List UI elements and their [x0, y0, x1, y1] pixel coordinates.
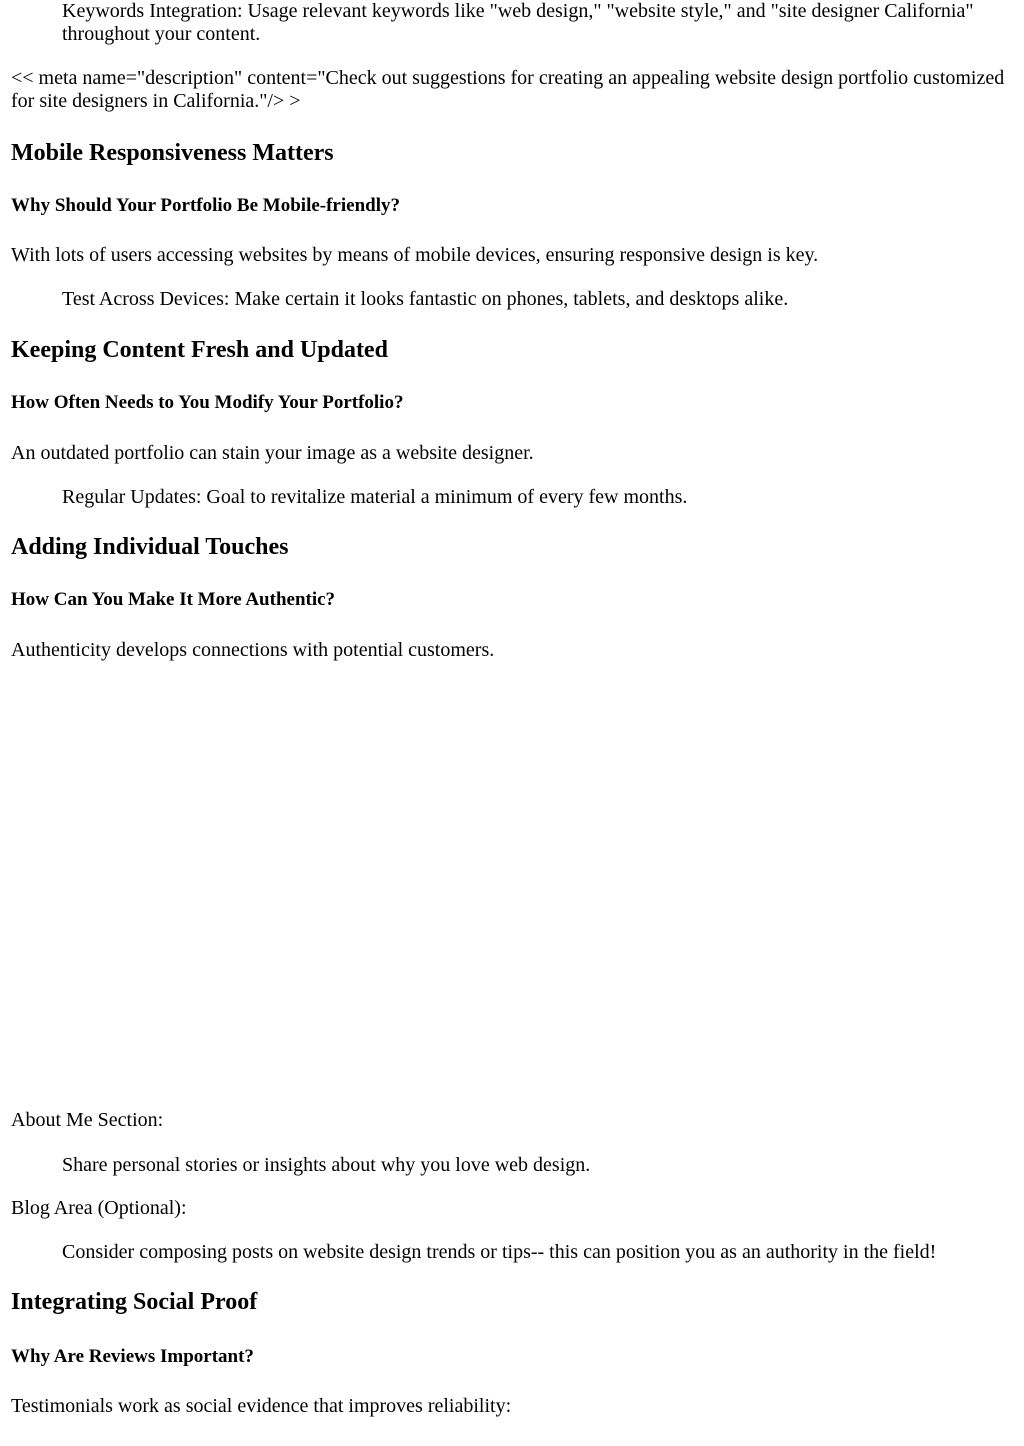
meta-description-line: << meta name="description" content="Check out suggestions for creating an appealing website design portfolio customized for site designers in California."/> >: [11, 67, 1005, 112]
social-subheading: Why Are Reviews Important?: [11, 1346, 254, 1367]
mobile-heading: Mobile Responsiveness Matters: [11, 140, 334, 166]
social-heading: Integrating Social Proof: [11, 1289, 258, 1315]
keywords-integration-item: Keywords Integration: Usage relevant keywords like "web design," "website style," and "site designer California" throughout your content.: [62, 0, 974, 45]
fresh-subheading: How Often Needs to You Modify Your Portfolio?: [11, 392, 404, 413]
mobile-list-item: Test Across Devices: Make certain it looks fantastic on phones, tablets, and desktops alike.: [62, 288, 789, 310]
blog-label: Blog Area (Optional):: [11, 1197, 187, 1219]
mobile-paragraph: With lots of users accessing websites by means of mobile devices, ensuring responsive design is key.: [11, 244, 819, 266]
personal-heading: Adding Individual Touches: [11, 534, 289, 560]
about-list-item: Share personal stories or insights about why you love web design.: [62, 1154, 591, 1176]
social-paragraph: Testimonials work as social evidence that improves reliability:: [11, 1395, 512, 1417]
blog-list-item: Consider composing posts on website design trends or tips-- this can position you as an authority in the field!: [62, 1241, 937, 1263]
fresh-heading: Keeping Content Fresh and Updated: [11, 337, 388, 363]
personal-paragraph: Authenticity develops connections with potential customers.: [11, 639, 495, 661]
about-label: About Me Section:: [11, 1109, 164, 1131]
mobile-subheading: Why Should Your Portfolio Be Mobile-friendly?: [11, 195, 400, 216]
fresh-list-item: Regular Updates: Goal to revitalize material a minimum of every few months.: [62, 486, 688, 508]
personal-subheading: How Can You Make It More Authentic?: [11, 589, 336, 610]
fresh-paragraph: An outdated portfolio can stain your image as a website designer.: [11, 442, 534, 464]
